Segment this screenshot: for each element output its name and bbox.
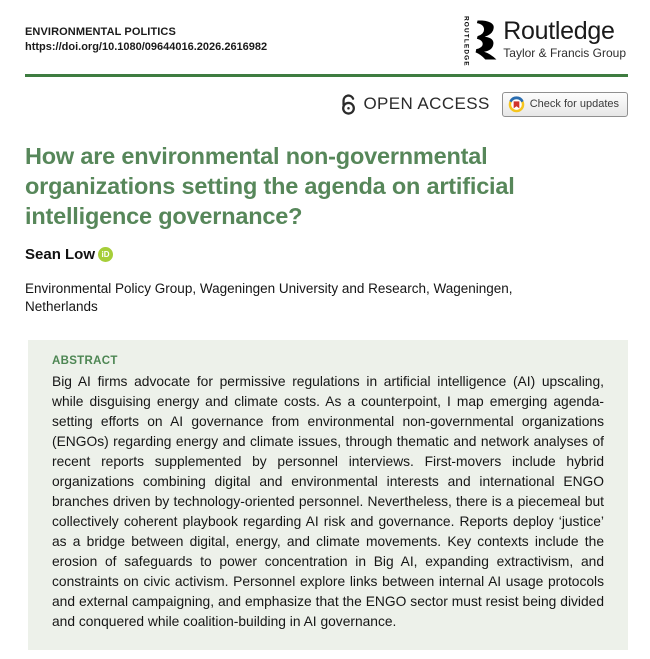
publisher-tagline: Taylor & Francis Group xyxy=(503,46,626,60)
header-divider xyxy=(25,74,628,77)
open-access-badge xyxy=(340,93,489,115)
publisher-name: Routledge xyxy=(503,17,615,45)
abstract-text: Big AI firms advocate for permissive regulations in artificial intelligence (AI) upscaling, while disguising energy and climate costs. As a counterpoint, I map emerging agenda-setting efforts on AI governance from environmental non-governmental organizations (ENGOs) regarding energy and climate issues, through thematic and network analyses of recent reports supplemented by personnel interviews. First-movers include hybrid organizations combining digital and environmental interests and international ENGO branches driven by technology-oriented personnel. Nevertheless, there is a piecemeal but collectively coherent playbook regarding AI risk and governance. Reports deploy ‘justice’ as a bridge between digital, energy, and climate movements. Key contexts include the erosion of safeguards to power concentration in Big AI, expanding extractivism, and constraints on civic activism. Personnel explore links between internal AI usage protocols and external campaigning, and emphasize that the ENGO sector must resist being divided and conquered while coalition-building in AI governance. xyxy=(52,374,604,629)
publisher-logo xyxy=(462,16,628,67)
abstract-panel xyxy=(28,340,628,650)
abstract-heading: ABSTRACT xyxy=(52,355,118,367)
title-line-1: How are environmental non-governmental xyxy=(25,143,488,169)
access-row xyxy=(25,91,628,117)
journal-title: ENVIRONMENTAL POLITICS xyxy=(25,26,176,38)
publisher-names xyxy=(503,18,626,60)
author-affiliation: Environmental Policy Group, Wageningen University and Research, Wageningen, Netherlands xyxy=(25,281,513,314)
page-header xyxy=(25,16,628,67)
open-access-label: OPEN ACCESS xyxy=(363,94,490,113)
open-lock-icon xyxy=(340,93,357,115)
article-title xyxy=(25,141,628,231)
author-name: Sean Low xyxy=(25,246,96,263)
check-for-updates-label: Check for updates xyxy=(529,98,619,110)
doi-link[interactable]: https://doi.org/10.1080/09644016.2026.2616982 xyxy=(25,41,268,53)
author-row xyxy=(25,246,628,263)
crossmark-icon xyxy=(508,96,525,113)
title-line-2: organizations setting the agenda on artificial xyxy=(25,173,515,199)
routledge-vertical-wordmark: ROUTLEDGE xyxy=(462,16,470,67)
check-for-updates-button[interactable] xyxy=(502,92,628,117)
orcid-icon[interactable]: iD xyxy=(98,247,113,262)
journal-block xyxy=(25,16,267,53)
title-line-3: intelligence governance? xyxy=(25,203,303,229)
routledge-brush-icon xyxy=(473,16,499,64)
